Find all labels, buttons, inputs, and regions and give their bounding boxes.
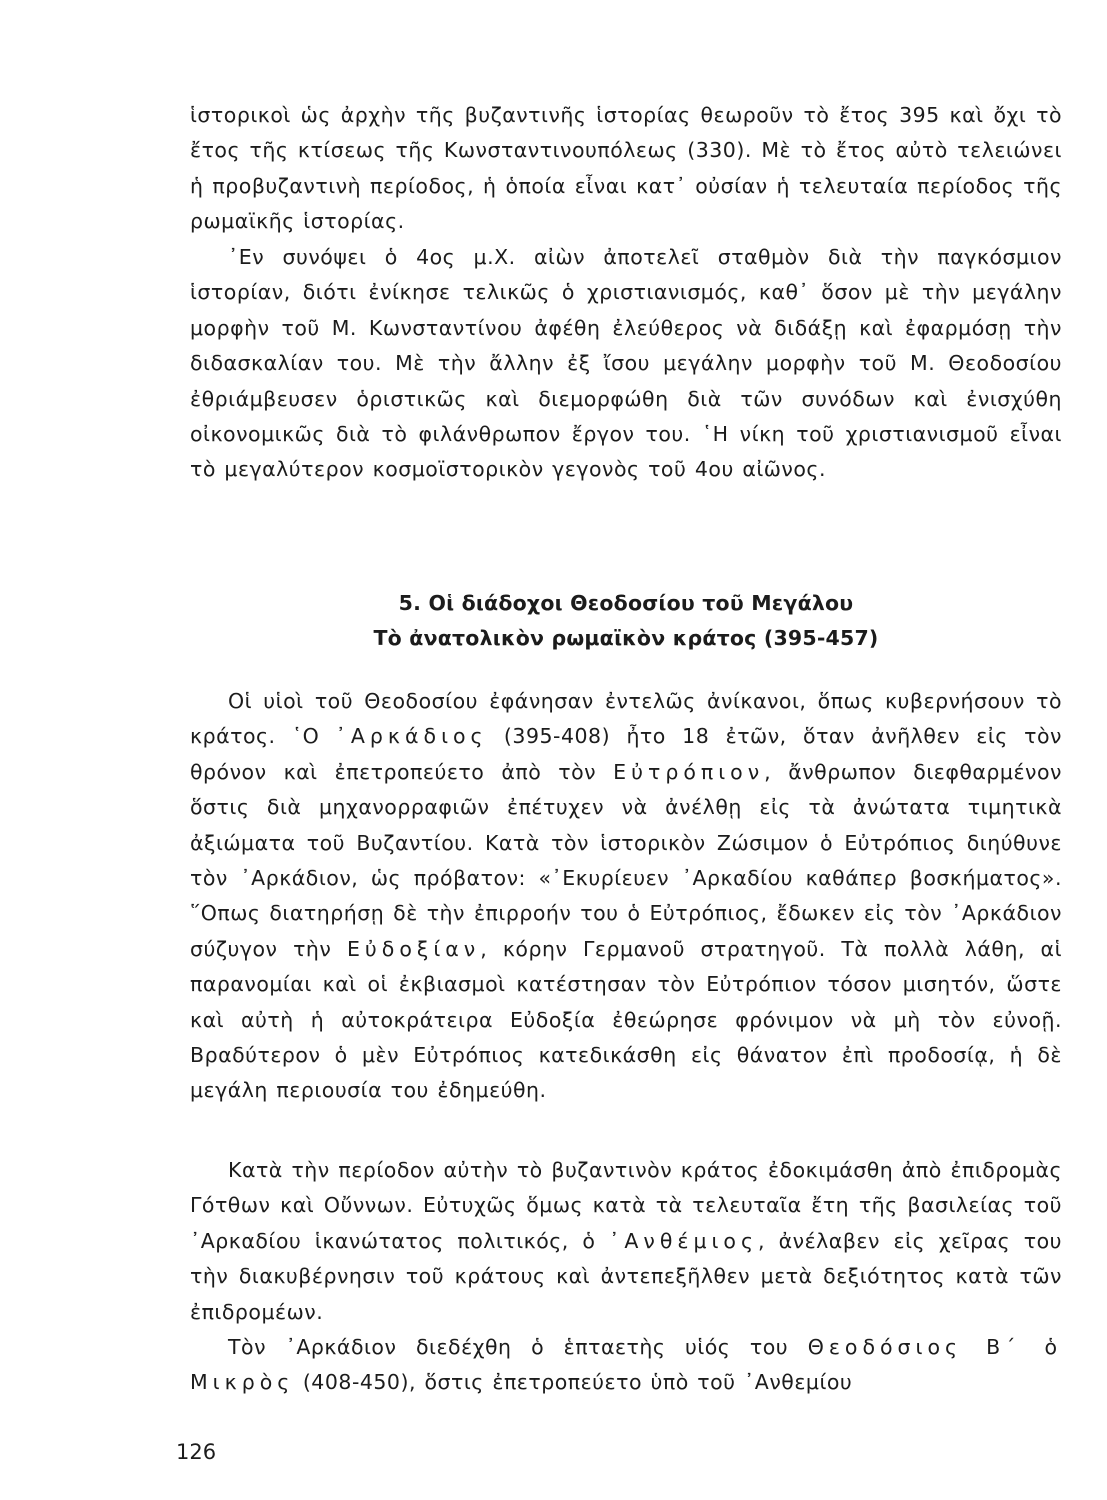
text-run: , ἀνέλαβεν εἰς χεῖρας του τὴν διακυβέρνησιν τοῦ κράτους καὶ ἀντεπεξῆλθεν μετὰ δεξιότητος κατὰ τῶν ἐπιδρομέων. <box>190 1228 1062 1324</box>
text-run: , κόρην Γερμανοῦ στρατηγοῦ. Τὰ πολλὰ λάθη, αἱ παρανομίαι καὶ οἱ ἐκβιασμοὶ κατέστησαν τὸν Εὐτρόπιον τόσον μισητόν, ὥστε καὶ αὐτὴ ἡ αὐτοκράτειρα Εὐδοξία ἐθεώρησε φρόνιμον νὰ μὴ τὸν εὐνοῇ. Βραδύτερον ὁ μὲν Εὐτρόπιος κατεδικάσθη εἰς θάνατον ἐπὶ προδοσίᾳ, ἡ δὲ μεγάλη περιουσία του ἐδημεύθη. <box>190 936 1063 1103</box>
section-title: Οἱ διάδοχοι Θεοδοσίου τοῦ Μεγάλου <box>428 591 854 615</box>
spaced-name-theodosios: Θεοδόσιος Β΄ ὁ Μικρὸς <box>190 1335 1062 1395</box>
paragraph-arkadios <box>190 684 1062 1109</box>
spaced-name-anthemios: ᾽Ανθέμιος <box>609 1228 758 1253</box>
text-run: (408-450), ὅστις ἐπετροπεύετο ὑπὸ τοῦ ᾽Ανθεμίου <box>294 1370 853 1395</box>
section-subtitle: Τὸ ἀνατολικὸν ρωμαϊκὸν κράτος (395-457) <box>373 626 879 650</box>
paragraph-anthemios <box>190 1153 1062 1330</box>
paragraph-intro: ἱστορικοὶ ὡς ἀρχὴν τῆς βυζαντινῆς ἱστορίας θεωροῦν τὸ ἔτος 395 καὶ ὄχι τὸ ἔτος τῆς κτίσεως τῆς Κωνσταντινουπόλεως (330). Μὲ τὸ ἔτος αὐτὸ τελειώνει ἡ προβυζαντινὴ περίοδος, ἡ ὁποία εἶναι κατ᾽ οὐσίαν ἡ τελευταία περίοδος τῆς ρωμαϊκῆς ἱστορίας. <box>190 103 1062 234</box>
spaced-name-eutropios: Εὐτρόπιον <box>613 759 765 784</box>
text-run: Οἱ υἱοὶ τοῦ Θεοδοσίου ἐφάνησαν ἐντελῶς ἀνίκανοι, ὅπως κυβερνήσουν τὸ κράτος. ῾Ο <box>190 689 1062 749</box>
section-heading <box>190 586 1062 621</box>
spaced-name-eudoxia: Εὐδοξίαν <box>346 936 481 961</box>
text-run: Τὸν ᾽Αρκάδιον διεδέχθη ὁ ἑπταετὴς υἱός του <box>228 1335 808 1359</box>
text-run: (395-408) ἦτο 18 ἐτῶν, ὅταν ἀνῆλθεν εἰς τὸν θρόνον καὶ ἐπετροπεύετο ἀπὸ τὸν <box>190 724 1062 784</box>
spaced-name-arkadios: ᾽Αρκάδιος <box>335 724 488 749</box>
section-number: 5. <box>398 591 422 615</box>
page-number: 126 <box>176 1440 217 1464</box>
paragraph-theodosios <box>190 1330 1062 1401</box>
paragraph-summary: ᾽Εν συνόψει ὁ 4ος μ.Χ. αἰὼν ἀποτελεῖ σταθμὸν διὰ τὴν παγκόσμιον ἱστορίαν, διότι ἐνίκησε τελικῶς ὁ χριστιανισμός, καθ᾽ ὅσον μὲ τὴν μεγάλην μορφὴν τοῦ Μ. Κωνσταντίνου ἀφέθη ἐλεύθερος νὰ διδάξῃ καὶ ἐφαρμόσῃ τὴν διδασκαλίαν του. Μὲ τὴν ἄλλην ἐξ ἴσου μεγάλην μορφὴν τοῦ Μ. Θεοδοσίου ἐθριάμβευσεν ὁριστικῶς καὶ διεμορφώθη διὰ τῶν συνόδων καὶ ἐνισχύθη οἰκονομικῶς διὰ τὸ φιλάνθρωπον ἔργον του. ῾Η νίκη τοῦ χριστιανισμοῦ εἶναι τὸ μεγαλύτερον κοσμοϊστορικὸν γεγονὸς τοῦ 4ου αἰῶνος. <box>190 245 1062 482</box>
text-run: , ἄνθρωπον διεφθαρμένον ὅστις διὰ μηχανορραφιῶν ἐπέτυχεν νὰ ἀνέλθῃ εἰς τὰ ἀνώτατα τιμητικὰ ἀξιώματα τοῦ Βυζαντίου. Κατὰ τὸν ἱστορικὸν Ζώσιμον ὁ Εὐτρόπιος διηύθυνε τὸν ᾽Αρκάδιον, ὡς πρόβατον: «᾽Εκυρίευεν ᾽Αρκαδίου καθάπερ βοσκήματος». ῞Οπως διατηρήσῃ δὲ τὴν ἐπιρροήν του ὁ Εὐτρόπιος, ἔδωκεν εἰς τὸν ᾽Αρκάδιον σύζυγον τὴν <box>190 759 1062 961</box>
text-run: Κατὰ τὴν περίοδον αὐτὴν τὸ βυζαντινὸν κράτος ἐδοκιμάσθη ἀπὸ ἐπιδρομὰς Γότθων καὶ Οὔννων. Εὐτυχῶς ὅμως κατὰ τὰ τελευταῖα ἔτη τῆς βασιλείας τοῦ ᾽Αρκαδίου ἱκανώτατος πολιτικός, ὁ <box>190 1158 1062 1253</box>
